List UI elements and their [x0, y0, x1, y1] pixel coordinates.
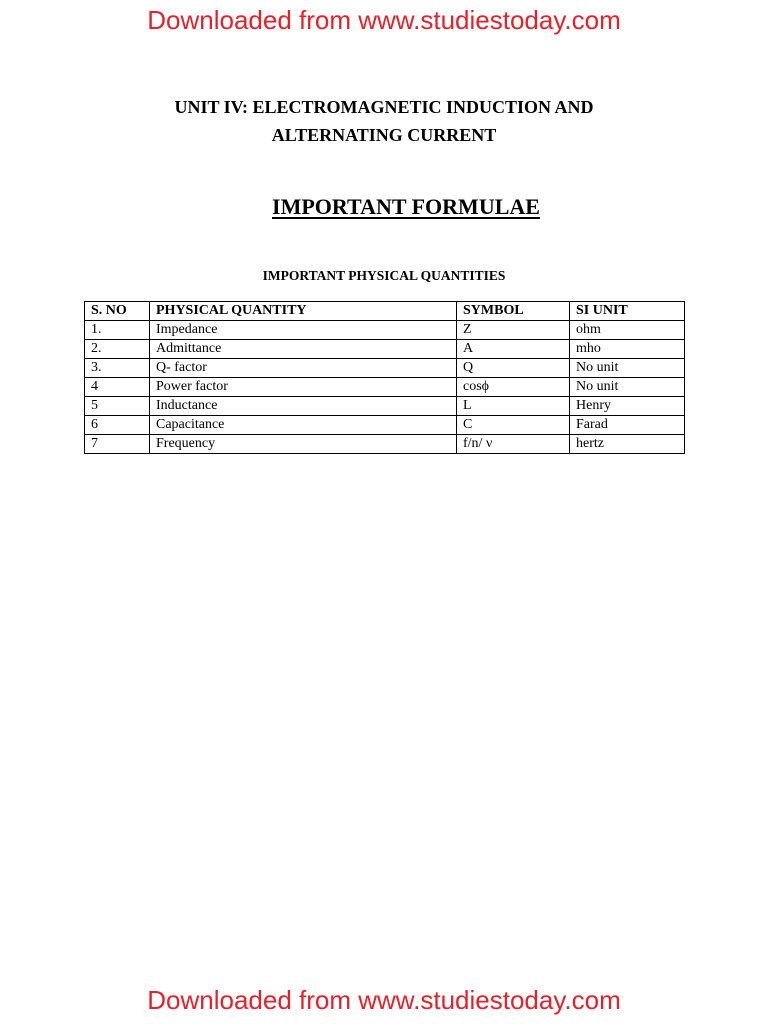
- cell-quantity: Capacitance: [150, 416, 457, 435]
- cell-unit: Farad: [570, 416, 685, 435]
- table-row: [85, 359, 685, 378]
- cell-quantity: Impedance: [150, 321, 457, 340]
- cell-sno: 7: [85, 435, 150, 454]
- table-row: [85, 378, 685, 397]
- cell-sno: 6: [85, 416, 150, 435]
- table-row: [85, 416, 685, 435]
- watermark-top: Downloaded from www.studiestoday.com: [147, 5, 621, 35]
- cell-symbol: Z: [457, 321, 570, 340]
- cell-sno: 3.: [85, 359, 150, 378]
- cell-unit: No unit: [570, 378, 685, 397]
- cell-symbol: C: [457, 416, 570, 435]
- watermark-bottom: Downloaded from www.studiestoday.com: [147, 985, 621, 1015]
- cell-quantity: Admittance: [150, 340, 457, 359]
- header-si-unit: SI UNIT: [570, 302, 685, 321]
- cell-quantity: Q- factor: [150, 359, 457, 378]
- cell-quantity: Frequency: [150, 435, 457, 454]
- table-row: [85, 435, 685, 454]
- cell-quantity: Power factor: [150, 378, 457, 397]
- cell-symbol: A: [457, 340, 570, 359]
- cell-unit: ohm: [570, 321, 685, 340]
- cell-unit: No unit: [570, 359, 685, 378]
- unit-title-line-1: UNIT IV: ELECTROMAGNETIC INDUCTION AND: [174, 97, 594, 117]
- cell-sno: 4: [85, 378, 150, 397]
- cell-unit: hertz: [570, 435, 685, 454]
- cell-symbol: Q: [457, 359, 570, 378]
- section-title-text: IMPORTANT FORMULAE: [272, 194, 540, 219]
- unit-title-line-2: ALTERNATING CURRENT: [271, 125, 497, 145]
- table-header-row: [85, 302, 685, 321]
- header-physical-quantity: PHYSICAL QUANTITY: [150, 302, 457, 321]
- cell-symbol: cosϕ: [457, 378, 570, 397]
- section-title: [0, 194, 768, 220]
- cell-symbol: L: [457, 397, 570, 416]
- header-symbol: SYMBOL: [457, 302, 570, 321]
- cell-unit: mho: [570, 340, 685, 359]
- cell-sno: 2.: [85, 340, 150, 359]
- cell-unit: Henry: [570, 397, 685, 416]
- table-row: [85, 321, 685, 340]
- cell-sno: 1.: [85, 321, 150, 340]
- cell-sno: 5: [85, 397, 150, 416]
- unit-title: [0, 93, 768, 149]
- header-sno: S. NO: [85, 302, 150, 321]
- cell-quantity: Inductance: [150, 397, 457, 416]
- table-caption: IMPORTANT PHYSICAL QUANTITIES: [262, 268, 506, 283]
- physical-quantities-table: [84, 301, 685, 454]
- cell-symbol: f/n/ ν: [457, 435, 570, 454]
- table-row: [85, 340, 685, 359]
- table-row: [85, 397, 685, 416]
